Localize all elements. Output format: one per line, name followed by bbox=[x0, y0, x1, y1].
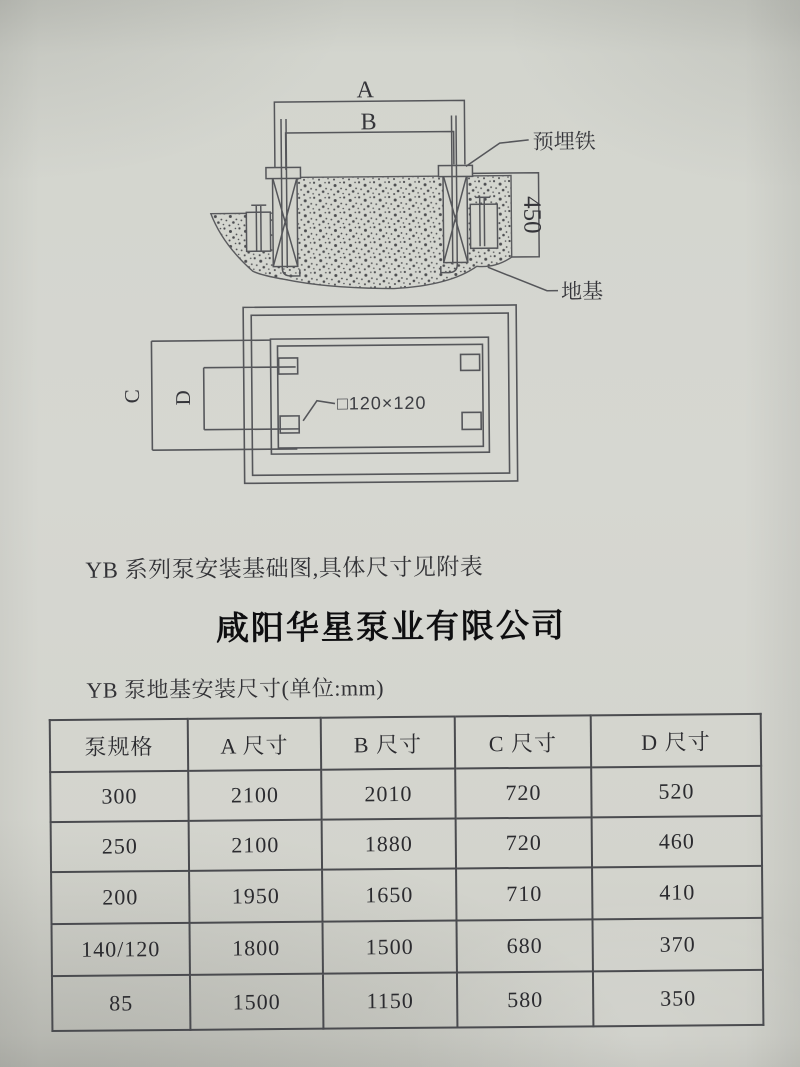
left-anchor-pocket bbox=[246, 212, 270, 251]
header-dim-b: B 尺寸 bbox=[321, 717, 455, 770]
embedded-iron-label: 预埋铁 bbox=[532, 129, 596, 154]
dimensions-table bbox=[49, 713, 765, 1032]
bolt-pocket-bottom-right bbox=[462, 412, 481, 429]
dimension-b-label: B bbox=[360, 109, 377, 136]
table-cell: 2100 bbox=[188, 770, 321, 821]
bolt-pocket-top-left bbox=[279, 358, 298, 374]
table-row bbox=[51, 816, 762, 872]
table-cell: 1950 bbox=[189, 870, 322, 923]
table-cell: 1650 bbox=[322, 869, 456, 922]
table-row bbox=[52, 918, 763, 976]
table-cell: 720 bbox=[455, 767, 591, 818]
table-cell: 1500 bbox=[323, 921, 457, 974]
right-anchor-column bbox=[443, 174, 468, 262]
table-cell: 370 bbox=[592, 918, 762, 971]
table-row bbox=[52, 970, 763, 1031]
table-cell: 520 bbox=[591, 766, 761, 817]
table-cell: 140/120 bbox=[52, 923, 190, 976]
dimension-b-line bbox=[286, 132, 454, 170]
left-anchor-column bbox=[273, 177, 298, 266]
dimension-a-label: A bbox=[356, 77, 375, 104]
company-title: 咸阳华星泵业有限公司 bbox=[215, 606, 567, 647]
left-embedded-plate bbox=[266, 167, 301, 178]
table-cell: 200 bbox=[51, 871, 189, 924]
cross-section-view bbox=[210, 75, 603, 306]
foundation-leader bbox=[488, 267, 558, 292]
right-embedded-plate bbox=[438, 165, 472, 176]
table-row bbox=[50, 766, 761, 822]
table-cell: 710 bbox=[456, 867, 592, 920]
header-dim-d: D 尺寸 bbox=[591, 714, 761, 767]
dimension-c-label: C bbox=[119, 389, 144, 404]
anchor-pocket-label: □120×120 bbox=[336, 392, 427, 414]
table-cell: 410 bbox=[592, 866, 762, 919]
table-cell: 720 bbox=[456, 817, 592, 868]
foundation-label: 地基 bbox=[560, 279, 604, 304]
anchor-pocket-leader bbox=[303, 401, 335, 421]
plan-view bbox=[119, 305, 518, 484]
table-header-row bbox=[50, 714, 761, 772]
bolt-pocket-bottom-left bbox=[280, 416, 299, 433]
table-cell: 2010 bbox=[321, 769, 455, 820]
header-dim-c: C 尺寸 bbox=[455, 715, 591, 768]
table-cell: 1500 bbox=[190, 974, 323, 1030]
table-cell: 300 bbox=[50, 771, 188, 822]
table-cell: 1150 bbox=[323, 973, 457, 1029]
header-pump-spec: 泵规格 bbox=[50, 719, 188, 772]
table-cell: 580 bbox=[457, 971, 593, 1027]
embedded-iron-leader bbox=[466, 140, 529, 167]
table-cell: 1880 bbox=[322, 819, 456, 870]
table-cell: 350 bbox=[593, 970, 763, 1026]
diagram-note: YB 系列泵安装基础图,具体尺寸见附表 bbox=[85, 554, 484, 583]
header-dim-a: A 尺寸 bbox=[188, 718, 321, 771]
bolt-pocket-top-right bbox=[461, 354, 480, 370]
table-title: YB 泵地基安装尺寸(单位:mm) bbox=[86, 675, 385, 703]
depth-label: 450 bbox=[518, 195, 546, 234]
table-row bbox=[51, 866, 762, 924]
table-cell: 680 bbox=[456, 919, 592, 972]
table-cell: 85 bbox=[52, 975, 190, 1031]
table-cell: 2100 bbox=[189, 820, 322, 871]
table-cell: 460 bbox=[592, 816, 762, 867]
table-cell: 1800 bbox=[190, 922, 323, 975]
table-cell: 250 bbox=[51, 821, 189, 872]
dimension-d-label: D bbox=[170, 390, 195, 406]
